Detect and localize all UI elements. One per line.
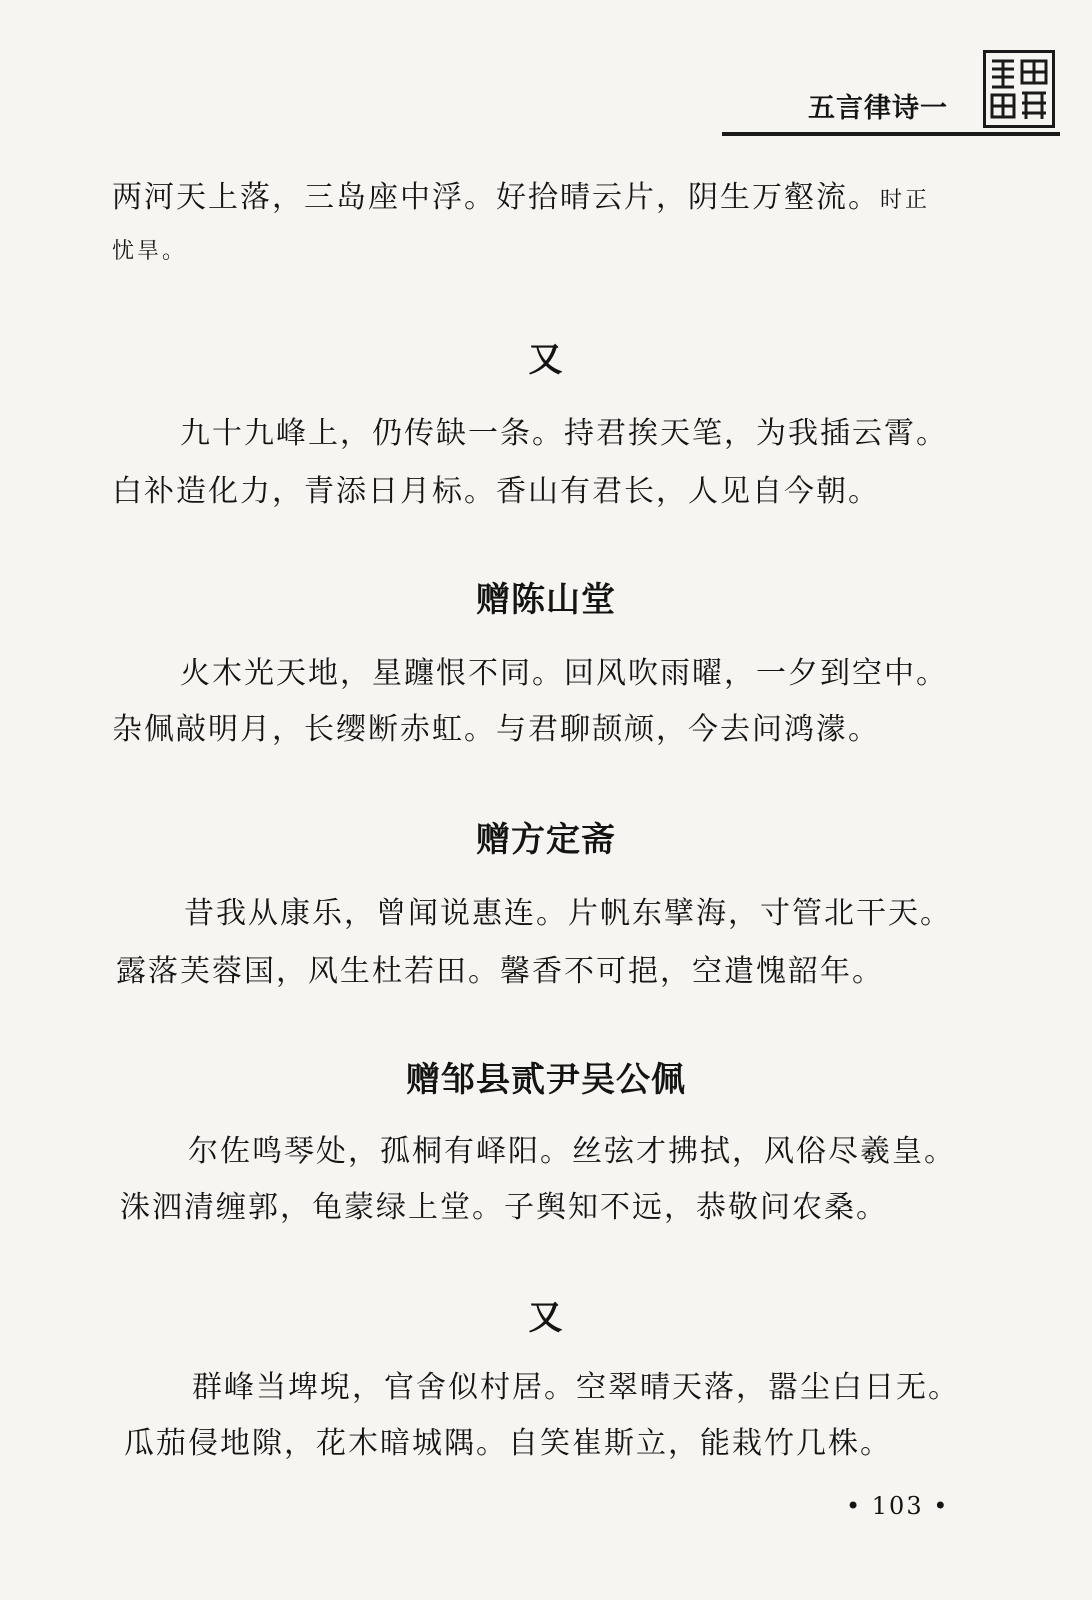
poem-title: 又	[528, 1298, 564, 1338]
poem-line: 群峰当埤堄，官舍似村居。空翠晴天落，嚣尘白日无。	[192, 1370, 960, 1405]
poem-line: 杂佩敲明月，长缨断赤虹。与君聊颉颃，今去问鸿濛。	[112, 712, 880, 747]
page-number: • 103 •	[846, 1492, 950, 1520]
seal-stamp-icon	[983, 50, 1055, 128]
poem-note: 时正	[880, 188, 931, 213]
poem-title: 赠邹县贰尹吴公佩	[406, 1060, 686, 1100]
poem-line: 露落芙蓉国，风生杜若田。馨香不可挹，空遣愧韶年。	[116, 954, 884, 989]
poem-line: 火木光天地，星躔恨不同。回风吹雨曜，一夕到空中。	[180, 656, 948, 691]
poem-line: 九十九峰上，仍传缺一条。持君挨天笔，为我插云霄。	[180, 416, 948, 451]
poem-line: 两河天上落，三岛座中浮。好拾晴云片，阴生万壑流。时正	[112, 180, 931, 215]
poem-note-continuation: 忧旱。	[112, 239, 188, 264]
poem-line: 昔我从康乐，曾闻说惠连。片帆东擘海，寸管北干天。	[184, 896, 952, 931]
seal-glyph-icon	[986, 53, 1052, 125]
poem-title: 又	[528, 340, 564, 380]
poem-line: 白补造化力，青添日月标。香山有君长，人见自今朝。	[112, 474, 880, 509]
poem-title: 赠陈山堂	[476, 580, 616, 620]
running-header: 五言律诗一	[808, 93, 948, 124]
header-rule	[722, 132, 1060, 136]
poem-line: 尔佐鸣琴处，孤桐有峄阳。丝弦才拂拭，风俗尽羲皇。	[188, 1134, 956, 1169]
poem-line: 洙泗清缠郭，龟蒙绿上堂。子舆知不远，恭敬问农桑。	[120, 1190, 888, 1225]
poem-line: 瓜茄侵地隙，花木暗城隅。自笑崔斯立，能栽竹几株。	[124, 1426, 892, 1461]
poem-title: 赠方定斋	[476, 820, 616, 860]
